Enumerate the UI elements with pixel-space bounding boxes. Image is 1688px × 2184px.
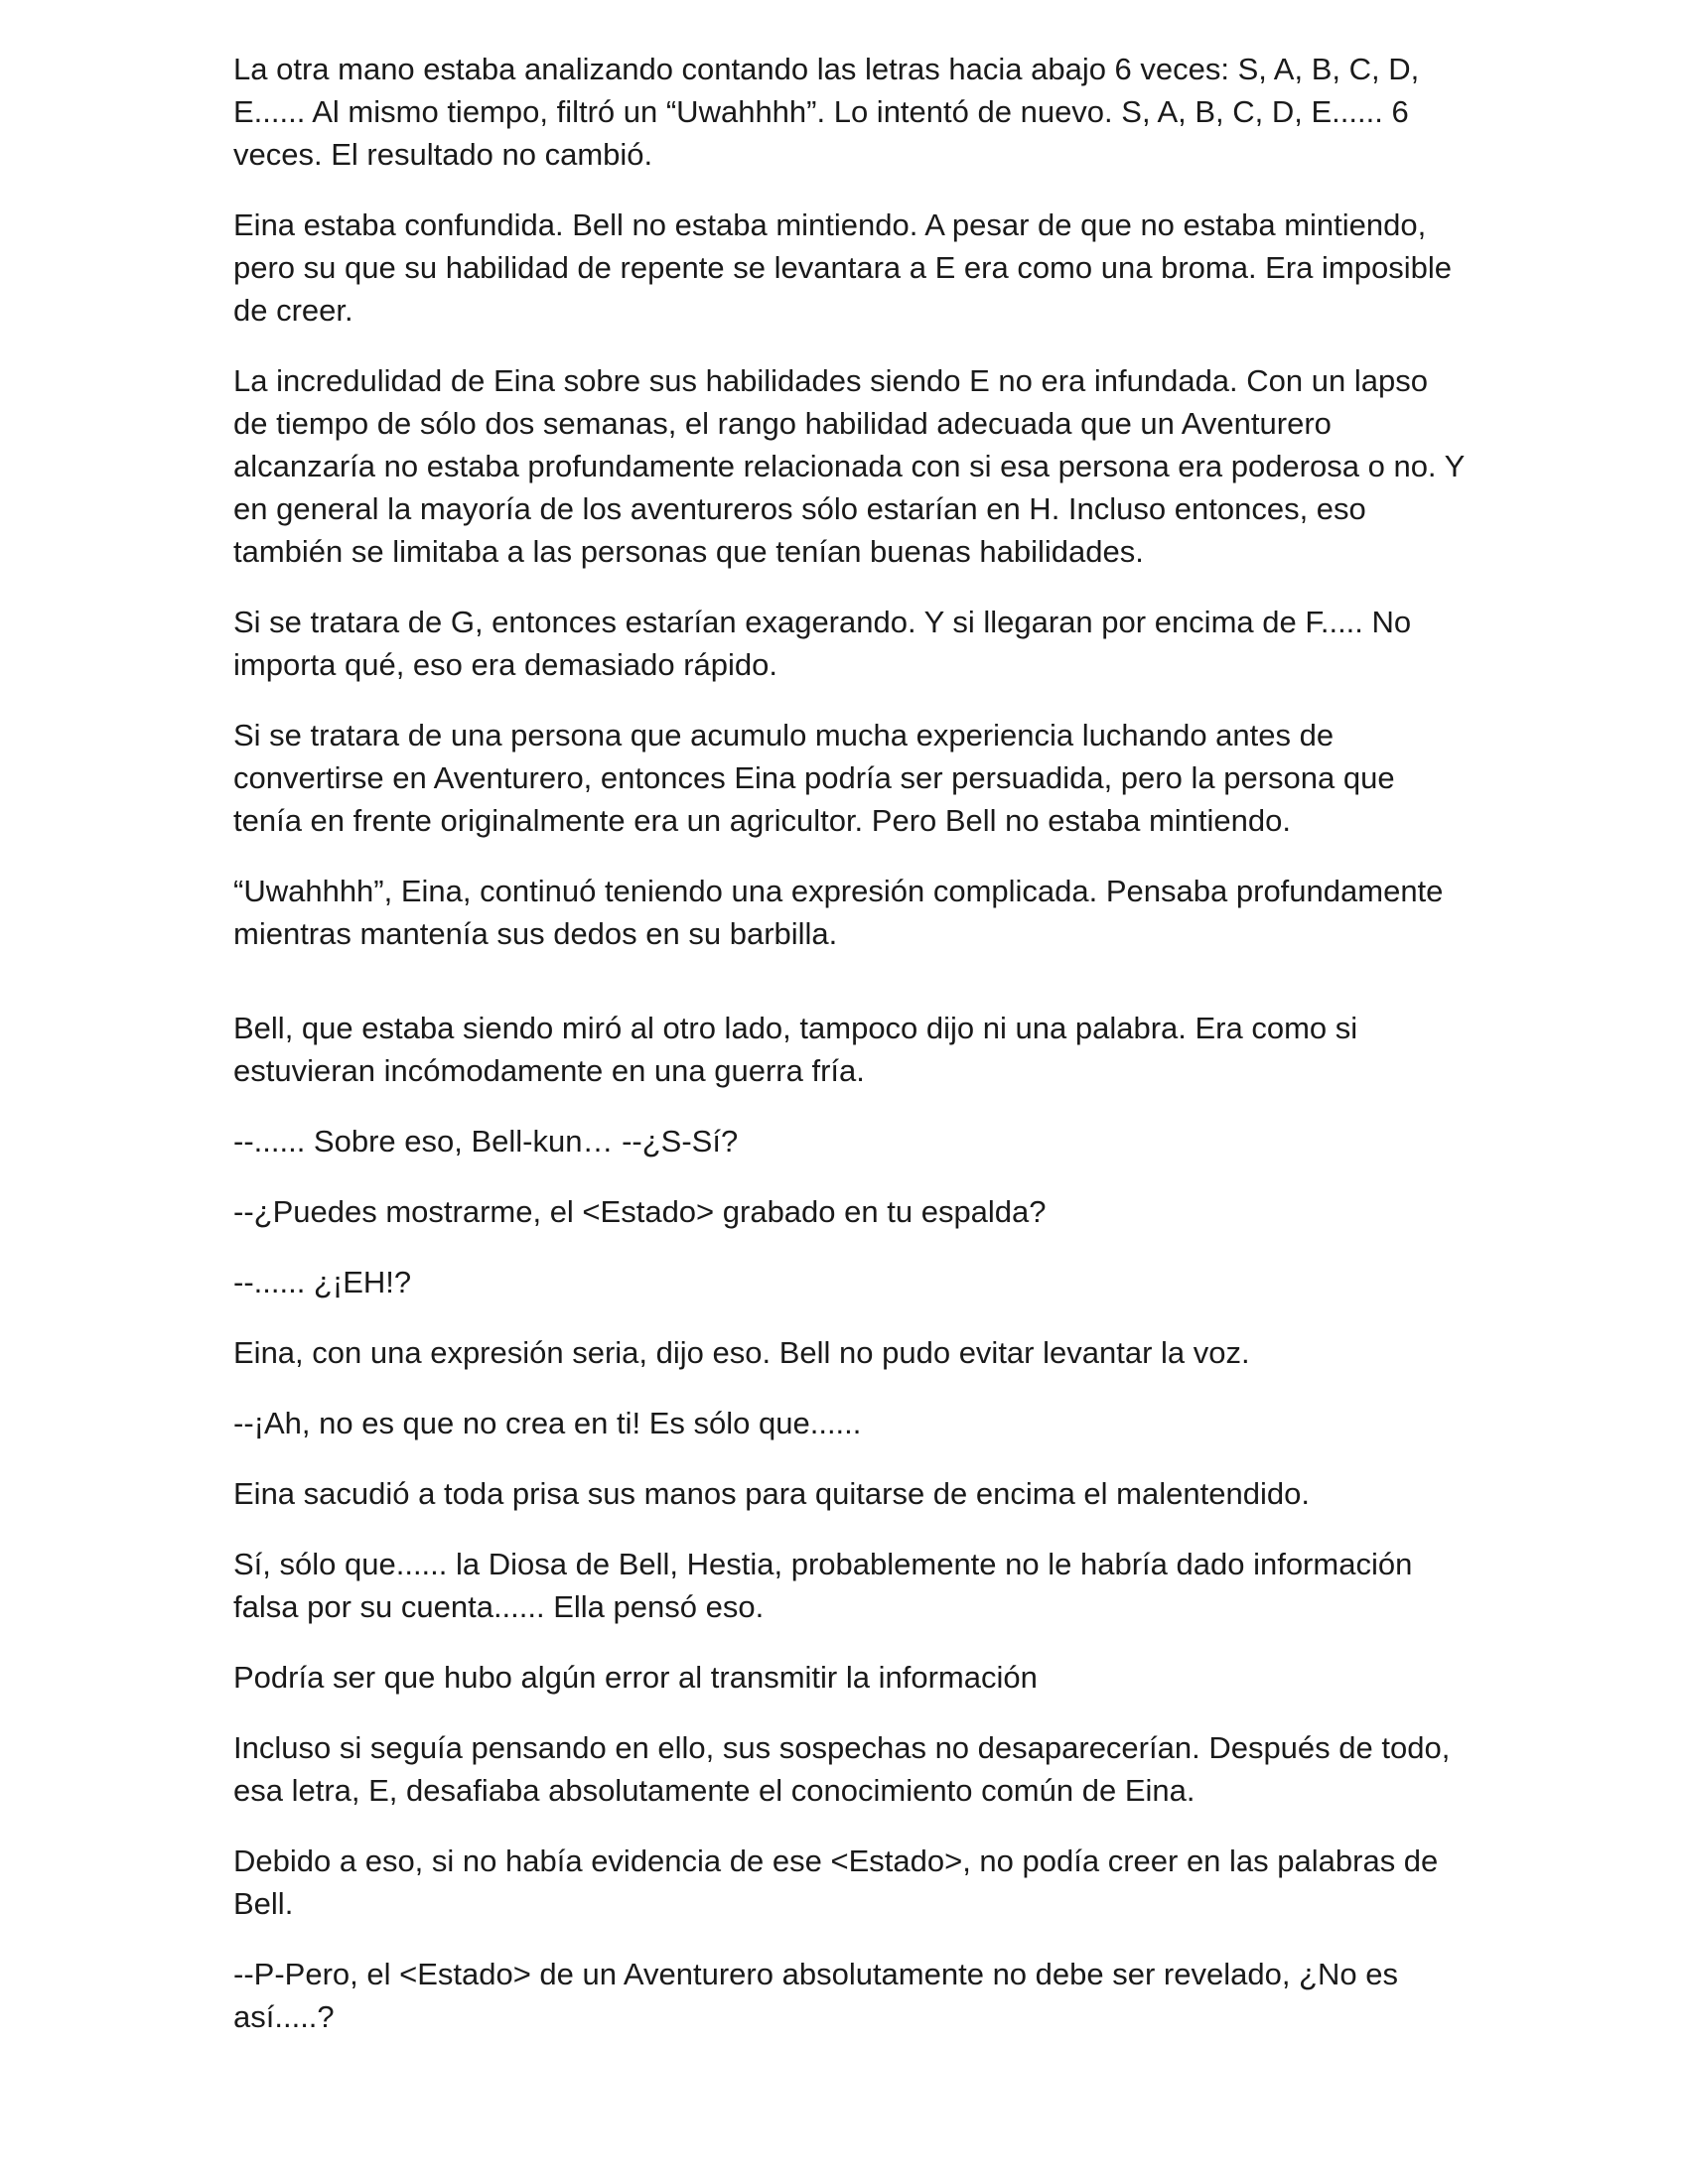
paragraph-1: La otra mano estaba analizando contando las letras hacia abajo 6 veces: S, A, B, C, D, E...... Al mismo tiempo, filtró un “Uwahhhh”. Lo intentó de nuevo. S, A, B, C, D, E...... 6 veces. El resultado no cambió. xyxy=(233,52,1420,172)
paragraph-2: Eina estaba confundida. Bell no estaba mintiendo. A pesar de que no estaba mintiendo, pero su que su habilidad de repente se levantara a E era como una broma. Era imposible de creer. xyxy=(233,207,1452,328)
dialogue-line-2: --¿Puedes mostrarme, el <Estado> grabado en tu espalda? xyxy=(233,1194,1047,1229)
paragraph-10: Sí, sólo que...... la Diosa de Bell, Hestia, probablemente no le habría dado información falsa por su cuenta...... Ella pensó eso. xyxy=(233,1547,1413,1624)
paragraph-8: Eina, con una expresión seria, dijo eso. Bell no pudo evitar levantar la voz. xyxy=(233,1335,1250,1370)
dialogue-line-3: --...... ¿¡EH!? xyxy=(233,1265,412,1299)
paragraph-11: Podría ser que hubo algún error al transmitir la información xyxy=(233,1660,1038,1695)
paragraph-5: Si se tratara de una persona que acumulo mucha experiencia luchando antes de convertirse en Aventurero, entonces Eina podría ser persuadida, pero la persona que tenía en frente originalmente era un agricultor. Pero Bell no estaba mintiendo. xyxy=(233,718,1395,838)
paragraph-7: Bell, que estaba siendo miró al otro lado, tampoco dijo ni una palabra. Era como si estuvieran incómodamente en una guerra fría. xyxy=(233,1011,1358,1088)
dialogue-line-4: --¡Ah, no es que no crea en ti! Es sólo que...... xyxy=(233,1406,862,1440)
paragraph-12: Incluso si seguía pensando en ello, sus sospechas no desaparecerían. Después de todo, esa letra, E, desafiaba absolutamente el conocimiento común de Eina. xyxy=(233,1730,1451,1808)
document-page xyxy=(233,48,1465,2066)
paragraph-13: Debido a eso, si no había evidencia de ese <Estado>, no podía creer en las palabras de Bell. xyxy=(233,1843,1439,1921)
paragraph-4: Si se tratara de G, entonces estarían exagerando. Y si llegaran por encima de F..... No importa qué, eso era demasiado rápido. xyxy=(233,605,1412,682)
dialogue-line-1: --...... Sobre eso, Bell-kun… --¿S-Sí? xyxy=(233,1124,739,1159)
dialogue-line-5: --P-Pero, el <Estado> de un Aventurero absolutamente no debe ser revelado, ¿No es así.....? xyxy=(233,1957,1398,2034)
paragraph-6: “Uwahhhh”, Eina, continuó teniendo una expresión complicada. Pensaba profundamente mientras mantenía sus dedos en su barbilla. xyxy=(233,874,1444,951)
paragraph-9: Eina sacudió a toda prisa sus manos para quitarse de encima el malentendido. xyxy=(233,1476,1310,1511)
paragraph-3: La incredulidad de Eina sobre sus habilidades siendo E no era infundada. Con un lapso de tiempo de sólo dos semanas, el rango habilidad adecuada que un Aventurero alcanzaría no estaba profundamente relacionada con si esa persona era poderosa o no. Y en general la mayoría de los aventureros sólo estarían en H. Incluso entonces, eso también se limitaba a las personas que tenían buenas habilidades. xyxy=(233,363,1465,569)
